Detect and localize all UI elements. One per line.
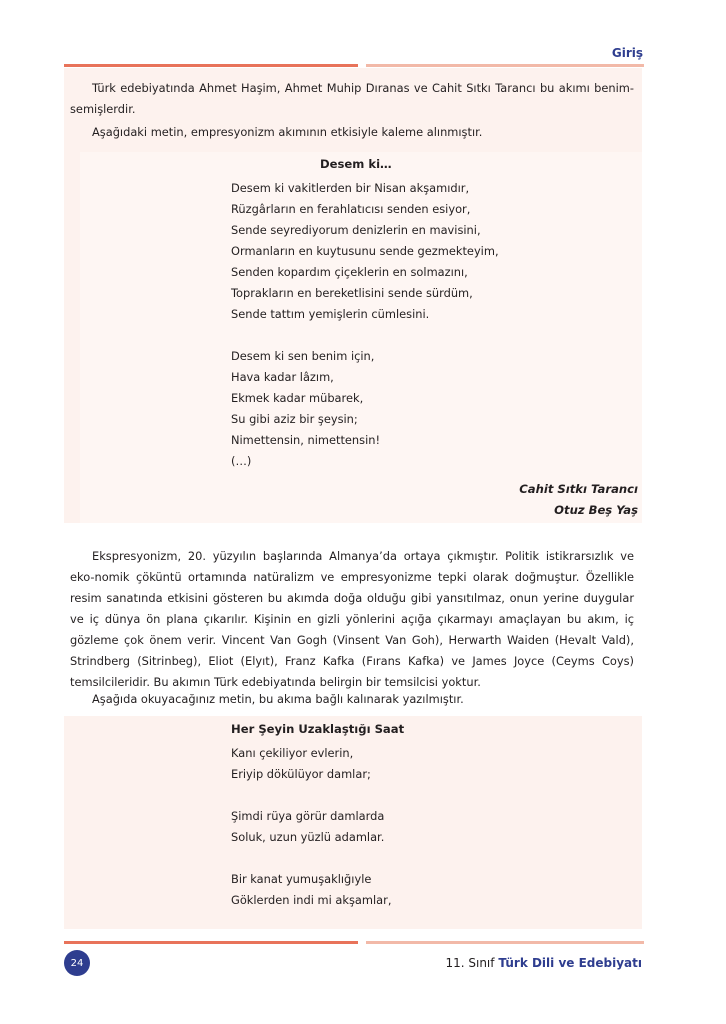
poem-1-author: Cahit Sıtkı Tarancı — [519, 482, 638, 496]
subject-label: Türk Dili ve Edebiyatı — [498, 956, 642, 970]
poem-1-source: Otuz Beş Yaş — [554, 503, 638, 517]
poem-line: Ekmek kadar mübarek, — [231, 391, 364, 405]
poem-line: Toprakların en bereketlisini sende sürdüm, — [231, 286, 473, 300]
poem-line: Bir kanat yumuşaklığıyle — [231, 872, 372, 886]
grade-label: 11. Sınıf — [445, 956, 495, 970]
expressionism-paragraph-2: Aşağıda okuyacağınız metin, bu akıma bağlı kalınarak yazılmıştır. — [92, 692, 464, 706]
poem-1-title: Desem ki… — [320, 157, 392, 171]
poem-line: Sende tattım yemişlerin cümlesini. — [231, 307, 430, 321]
footer-rule-left — [64, 941, 358, 944]
poem-line: Göklerden indi mi akşamlar, — [231, 893, 392, 907]
poem-line: Rüzgârların en ferahlatıcısı senden esiyor, — [231, 202, 471, 216]
poem-line: Şimdi rüya görür damlarda — [231, 809, 385, 823]
poem-line: Kanı çekiliyor evlerin, — [231, 746, 354, 760]
poem-line: Desem ki sen benim için, — [231, 349, 375, 363]
poem-line: Nimettensin, nimettensin! — [231, 433, 381, 447]
poem-line: Soluk, uzun yüzlü adamlar. — [231, 830, 385, 844]
poem-line: Sende seyrediyorum denizlerin en mavisini, — [231, 223, 481, 237]
poem-2-title: Her Şeyin Uzaklaştığı Saat — [231, 722, 405, 736]
intro-paragraph-2: Aşağıdaki metin, empresyonizm akımının etkisiyle kaleme alınmıştır. — [92, 125, 483, 139]
poem-line: Desem ki vakitlerden bir Nisan akşamıdır, — [231, 181, 470, 195]
header-rule-left — [64, 64, 358, 67]
section-title: Giriş — [611, 46, 643, 60]
intro-paragraph-1: Türk edebiyatında Ahmet Haşim, Ahmet Muhip Dıranas ve Cahit Sıtkı Tarancı bu akımı benim-semişlerdir. — [70, 81, 634, 116]
footer-title — [445, 956, 642, 970]
poem-line: Ormanların en kuytusunu sende gezmekteyim, — [231, 244, 499, 258]
footer-rule-right — [366, 941, 644, 944]
poem-line: Hava kadar lâzım, — [231, 370, 334, 384]
poem-line: Senden kopardım çiçeklerin en solmazını, — [231, 265, 468, 279]
poem-line: Eriyip dökülüyor damlar; — [231, 767, 371, 781]
page-number: 24 — [64, 950, 90, 976]
poem-line: (…) — [231, 454, 252, 468]
expressionism-paragraph: Ekspresyonizm, 20. yüzyılın başlarında Almanya’da ortaya çıkmıştır. Politik istikrarsızlık ve eko-nomik çöküntü ortamında natüralizm ve empresyonizme tepki olarak doğmuştur. Özellikle resim sanatında etkisini gösteren bu akımda doğa olduğu gibi yansıtılmaz, onun yerine duygular ve iç dünya ön plana çıkarılır. Kişinin en gizli yönlerini açığa çıkarmayı amaçlayan bu akım, iç gözleme çok önem verir. Vincent Van Gogh (Vinsent Van Goh), Herwarth Waiden (Hevalt Vald), Strindberg (Sitrinbeg), Eliot (Elyıt), Franz Kafka (Fırans Kafka) ve James Joyce (Ceyms Coys) temsilcileridir. Bu akımın Türk edebiyatında belirgin bir temsilcisi yoktur. — [70, 549, 634, 689]
poem-line: Su gibi aziz bir şeysin; — [231, 412, 358, 426]
header-rule-right — [366, 64, 644, 67]
